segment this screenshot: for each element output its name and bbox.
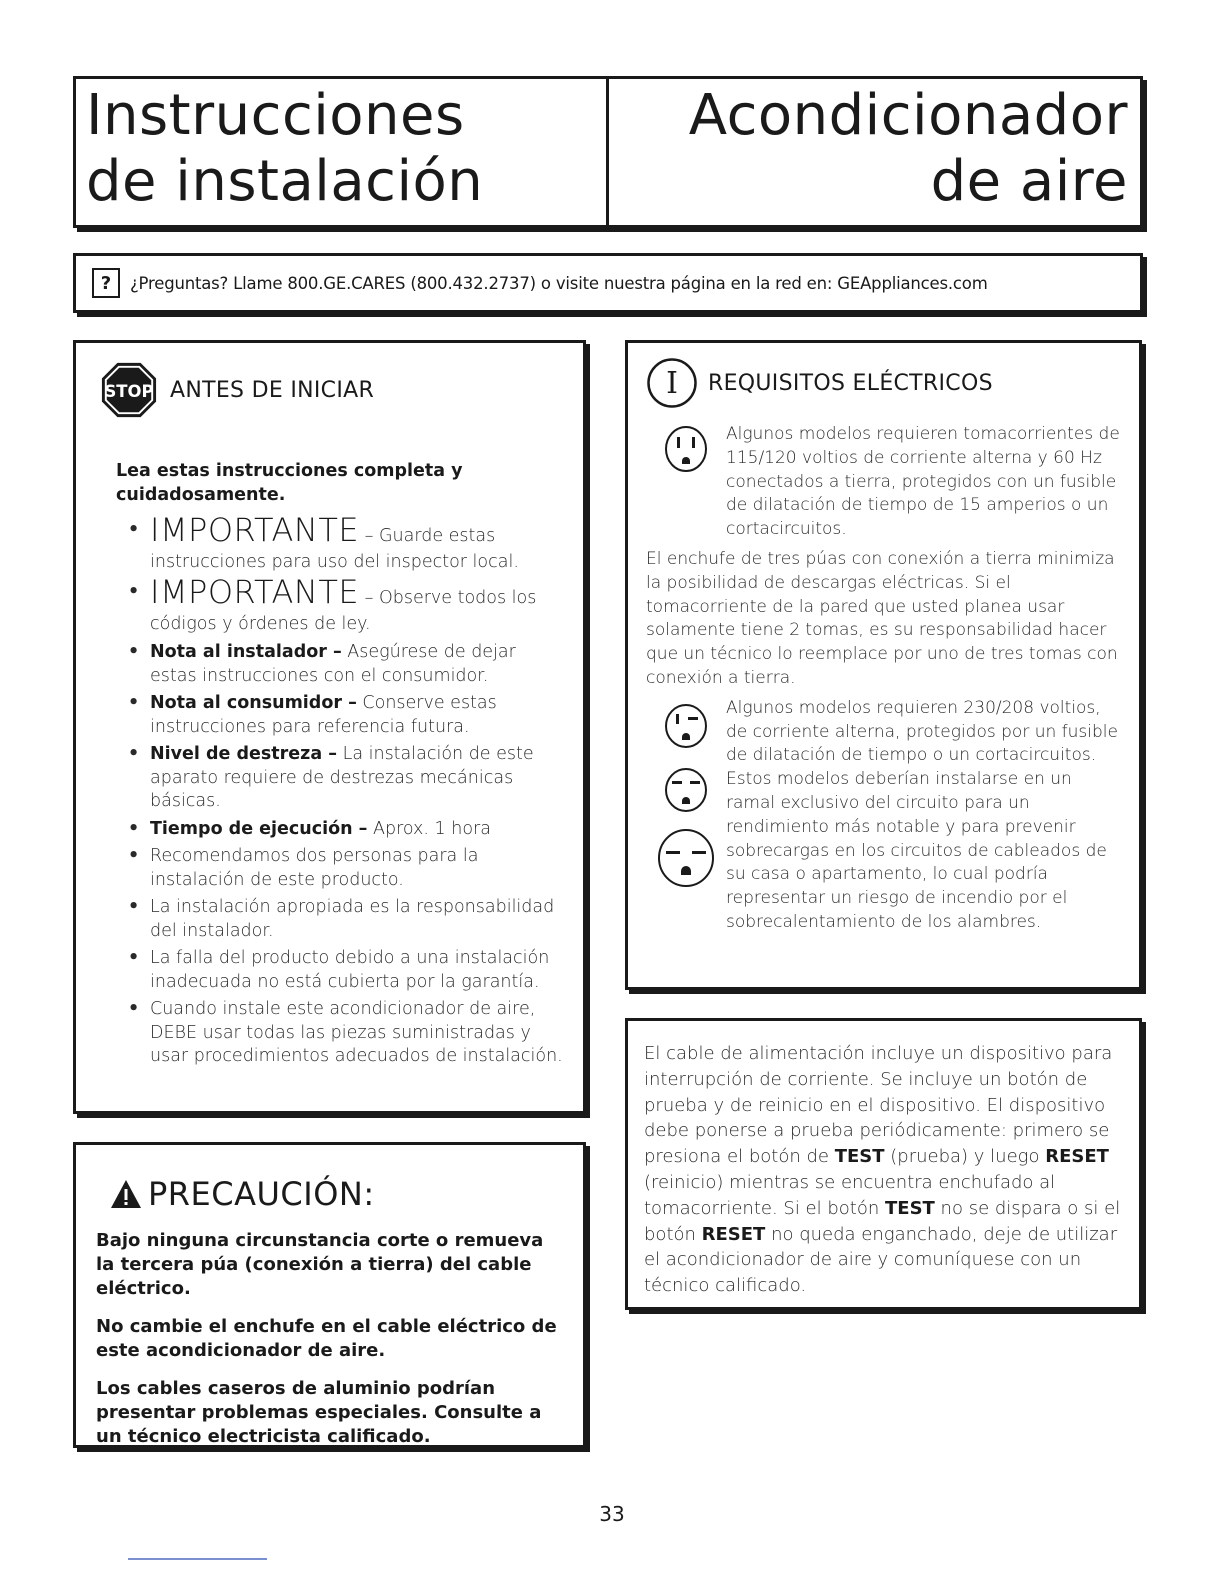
reset-label: RESET xyxy=(1045,1146,1109,1168)
grounding-paragraph: El enchufe de tres púas con conexión a tierra minimiza la posibilidad de descargas eléctricas. Si el tomacorriente de la pared que usted planea usar solamente tiene 2 tomas, es su responsabilidad hacer que un técnico lo reemplace por uno de tres tomas con conexión a tierra. xyxy=(646,548,1118,688)
before-you-begin-item xyxy=(116,573,567,637)
questions-text: ¿Preguntas? Llame 800.GE.CARES (800.432.2737) o visite nuestra página en la red en: GEAppliances.com xyxy=(130,273,988,293)
stop-sign-label: STOP xyxy=(104,381,154,401)
before-you-begin-item xyxy=(116,511,567,575)
outlet-230v-20a-icon xyxy=(663,765,709,815)
power-cord-text-part: El cable de alimentación incluye un dispositivo para interrupción de corriente. Se incluye un botón de prueba y de reinicio en el dispositivo. El dispositivo debe ponerse a prueba periódicamente: primero se presiona el botón de xyxy=(644,1043,1113,1168)
item-text: La instalación de este aparato requiere de destrezas mecánicas básicas. xyxy=(150,744,534,811)
item-lead: Nota al instalador – xyxy=(150,642,342,662)
before-you-begin-item xyxy=(116,692,567,739)
caution-paragraph-3: Los cables caseros de aluminio podrían presentar problemas especiales. Consulte a un técnico electricista calificado. xyxy=(96,1378,542,1447)
caution-title: PRECAUCIÓN: xyxy=(148,1175,375,1213)
caution-section xyxy=(73,1142,586,1448)
before-you-begin-title: ANTES DE INICIAR xyxy=(170,377,375,403)
caution-paragraph-1: Bajo ninguna circunstancia corte o remueva la tercera púa (conexión a tierra) del cable eléctrico. xyxy=(96,1230,544,1299)
header-product-line2: de aire xyxy=(930,149,1128,214)
info-circle-icon xyxy=(646,357,698,409)
power-cord-text-part: no se dispara o si el botón xyxy=(644,1197,1121,1245)
item-text: – Observe todos los códigos y órdenes de ley. xyxy=(150,588,537,634)
item-lead: IMPORTANTE xyxy=(150,573,360,611)
power-cord-section xyxy=(625,1018,1142,1310)
item-text: Conserve estas instrucciones para referencia futura. xyxy=(150,693,497,737)
requirement-230v xyxy=(646,697,1123,935)
item-text: Recomendamos dos personas para la instalación de este producto. xyxy=(150,846,479,890)
before-you-begin-item xyxy=(116,947,567,994)
before-you-begin-section xyxy=(73,340,586,1114)
reset-label: RESET xyxy=(701,1223,766,1245)
item-text: La instalación apropiada es la responsabilidad del instalador. xyxy=(150,897,555,941)
before-you-begin-intro: Lea estas instrucciones completa y cuidadosamente. xyxy=(116,461,463,505)
item-text: La falla del producto debido a una instalación inadecuada no está cubierta por la garantía. xyxy=(150,948,550,992)
item-text: – Guarde estas instrucciones para uso del inspector local. xyxy=(150,526,519,572)
caution-paragraph-2: No cambie el enchufe en el cable eléctrico de este acondicionador de aire. xyxy=(96,1316,557,1361)
before-you-begin-list xyxy=(116,511,567,1069)
test-label: TEST xyxy=(834,1146,885,1168)
power-cord-text-part: (prueba) y luego xyxy=(884,1146,1046,1168)
item-lead: Nivel de destreza – xyxy=(150,744,338,764)
requirement-115v xyxy=(646,423,1123,542)
electrical-requirements-section xyxy=(625,340,1142,990)
power-cord-text-part: no queda enganchado, deje de utilizar el acondicionador de aire y comuníquese con un técnico calificado. xyxy=(644,1223,1118,1297)
outlet-230v-15a-icon xyxy=(663,701,709,751)
before-you-begin-item xyxy=(116,845,567,892)
power-cord-text-part: (reinicio) mientras se encuentra enchufado al tomacorriente. Si el botón xyxy=(644,1171,1056,1219)
outlet-230v-30a-icon xyxy=(656,827,716,889)
before-you-begin-item xyxy=(116,818,567,842)
item-lead: IMPORTANTE xyxy=(150,511,360,549)
header-left xyxy=(76,79,609,225)
page-header xyxy=(73,76,1143,228)
electrical-requirements-header xyxy=(646,357,1123,409)
before-you-begin-header xyxy=(104,361,567,419)
outlet-115v-icon xyxy=(663,423,709,475)
before-you-begin-item xyxy=(116,998,567,1069)
electrical-requirements-title: REQUISITOS ELÉCTRICOS xyxy=(708,370,993,396)
item-lead: Nota al consumidor – xyxy=(150,693,357,713)
question-icon: ? xyxy=(92,268,120,298)
header-right xyxy=(609,79,1140,225)
item-text: Aprox. 1 hora xyxy=(367,818,491,839)
before-you-begin-item xyxy=(116,641,567,688)
header-title-line1: Instrucciones xyxy=(86,83,465,148)
caution-header xyxy=(110,1175,563,1213)
stop-sign-icon xyxy=(100,361,158,419)
warning-triangle-icon xyxy=(110,1179,142,1209)
item-text: Cuando instale este acondicionador de aire, DEBE usar todas las piezas suministradas y usar procedimientos adecuados de instalación. xyxy=(150,999,563,1066)
info-icon-label: I xyxy=(666,366,678,401)
before-you-begin-item xyxy=(116,743,567,814)
item-text: Asegúrese de dejar estas instrucciones con el consumidor. xyxy=(150,642,516,686)
requirement-230v-text: Algunos modelos requieren 230/208 voltios, de corriente alterna, protegidos por un fusible de dilatación de tiempo o un cortacircuitos. Estos modelos deberían instalarse en un ramal exclusivo del circuito para un rendimiento más notable y para prevenir sobrecargas en los circuitos de cableados de su casa o apartamento, lo cual podría representar un riesgo de incendio por el sobrecalentamiento de los alambres. xyxy=(726,697,1118,932)
footer-rule xyxy=(128,1558,267,1560)
power-cord-text xyxy=(644,1041,1123,1299)
test-label: TEST xyxy=(885,1197,935,1219)
header-product-line1: Acondicionador xyxy=(688,83,1128,148)
requirement-115v-text: Algunos modelos requieren tomacorrientes de 115/120 voltios de corriente alterna y 60 Hz conectados a tierra, protegidos con un fusible de dilatación de tiempo de 15 amperios o un cortacircuitos. xyxy=(726,424,1120,540)
page-number: 33 xyxy=(599,1502,625,1526)
item-lead: Tiempo de ejecución – xyxy=(150,818,368,839)
questions-bar xyxy=(73,253,1143,313)
header-title-line2: de instalación xyxy=(86,149,484,214)
before-you-begin-item xyxy=(116,896,567,943)
